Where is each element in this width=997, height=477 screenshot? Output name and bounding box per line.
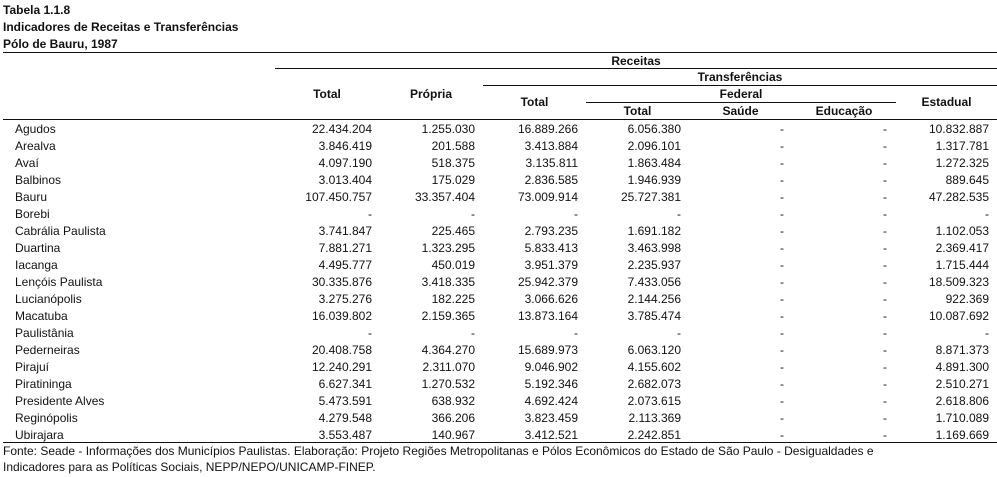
cell-estadual: 10.087.692 [928, 309, 989, 323]
cell-propria: 2.311.070 [422, 360, 475, 374]
cell-propria: 1.270.532 [421, 377, 475, 391]
cell-estadual: 2.510.271 [935, 377, 989, 391]
cell-saude: - [780, 360, 784, 374]
cell-educacao: - [883, 411, 887, 425]
cell-total: 6.627.341 [318, 377, 372, 391]
cell-educacao: - [883, 360, 887, 374]
cell-saude: - [780, 394, 784, 408]
cell-propria: 450.019 [431, 258, 475, 272]
cell-transf-total: 3.951.379 [524, 258, 578, 272]
table-row [0, 359, 997, 376]
cell-fed-total: 2.235.937 [627, 258, 681, 272]
cell-educacao: - [883, 428, 887, 442]
cell-saude: - [780, 139, 784, 153]
cell-estadual: 1.169.669 [935, 428, 989, 442]
table-row [0, 410, 997, 427]
cell-fed-total: 1.691.182 [627, 224, 681, 238]
cell-saude: - [780, 275, 784, 289]
cell-total: 3.846.419 [318, 139, 372, 153]
cell-fed-total: 2.073.615 [627, 394, 681, 408]
receitas-rule [275, 68, 997, 69]
table-row [0, 393, 997, 410]
cell-saude: - [780, 428, 784, 442]
cell-propria: 182.225 [431, 292, 475, 306]
cell-educacao: - [883, 156, 887, 170]
cell-educacao: - [883, 275, 887, 289]
municipality-name: Duartina [15, 241, 61, 255]
cell-transf-total: 16.889.266 [517, 122, 578, 136]
municipality-name: Reginópolis [15, 411, 78, 425]
table-row [0, 206, 997, 223]
cell-educacao: - [883, 190, 887, 204]
cell-fed-total: 6.063.120 [627, 343, 681, 357]
cell-educacao: - [883, 309, 887, 323]
header-total: Total [313, 87, 341, 101]
header-federal-total: Total [623, 104, 652, 118]
top-rule [3, 52, 997, 53]
header-educacao: Educação [815, 104, 873, 118]
cell-transf-total: 3.823.459 [524, 411, 578, 425]
municipality-name: Paulistânia [15, 326, 74, 340]
cell-propria: - [471, 207, 475, 221]
cell-propria: 366.206 [431, 411, 475, 425]
cell-fed-total: 2.682.073 [627, 377, 681, 391]
cell-transf-total: - [574, 326, 578, 340]
table-number: Tabela 1.1.8 [3, 3, 71, 17]
source-line-2: Indicadores para as Políticas Sociais, NEPP/NEPO/UNICAMP-FINEP. [3, 460, 376, 474]
cell-fed-total: 2.096.101 [627, 139, 681, 153]
municipality-name: Balbinos [15, 173, 62, 187]
cell-total: 20.408.758 [311, 343, 372, 357]
cell-fed-total: - [677, 207, 681, 221]
transferencias-rule [483, 85, 997, 86]
municipality-name: Pederneiras [15, 343, 80, 357]
cell-fed-total: 7.433.056 [627, 275, 681, 289]
cell-educacao: - [883, 292, 887, 306]
cell-educacao: - [883, 224, 887, 238]
cell-educacao: - [883, 258, 887, 272]
cell-fed-total: 3.785.474 [627, 309, 681, 323]
cell-propria: 2.159.365 [421, 309, 475, 323]
table-row [0, 121, 997, 138]
municipality-name: Lucianópolis [15, 292, 82, 306]
cell-fed-total: 2.242.851 [627, 428, 681, 442]
cell-educacao: - [883, 394, 887, 408]
table-row [0, 223, 997, 240]
cell-transf-total: 73.009.914 [517, 190, 578, 204]
source-line-1: Fonte: Seade - Informações dos Municípios Paulistas. Elaboração: Projeto Regiões Metropolitanas e Pólos Econômicos do Estado de São Paulo - Desigualdades e [3, 444, 874, 458]
federal-rule [586, 102, 896, 103]
table-row [0, 342, 997, 359]
cell-estadual: 889.645 [945, 173, 989, 187]
cell-fed-total: 2.113.369 [628, 411, 681, 425]
cell-estadual: 10.832.887 [928, 122, 989, 136]
cell-estadual: 1.715.444 [935, 258, 989, 272]
table-row [0, 189, 997, 206]
table-row [0, 257, 997, 274]
cell-educacao: - [883, 122, 887, 136]
cell-educacao: - [883, 139, 887, 153]
table-row [0, 274, 997, 291]
table-row [0, 376, 997, 393]
cell-total: 4.279.548 [318, 411, 372, 425]
cell-educacao: - [883, 207, 887, 221]
cell-total: 3.013.404 [318, 173, 372, 187]
cell-propria: 4.364.270 [421, 343, 475, 357]
municipality-name: Bauru [15, 190, 48, 204]
table-row [0, 240, 997, 257]
cell-total: 5.473.591 [318, 394, 372, 408]
cell-propria: - [471, 326, 475, 340]
cell-educacao: - [883, 343, 887, 357]
municipality-name: Cabrália Paulista [15, 224, 106, 238]
table-row [0, 308, 997, 325]
cell-estadual: 4.891.300 [935, 360, 989, 374]
municipality-name: Ubirajara [15, 428, 64, 442]
table-row [0, 138, 997, 155]
cell-total: 4.097.190 [318, 156, 372, 170]
table-subtitle: Pólo de Bauru, 1987 [3, 37, 118, 51]
cell-estadual: 18.509.323 [928, 275, 989, 289]
cell-fed-total: 4.155.602 [627, 360, 681, 374]
cell-total: 7.881.271 [318, 241, 372, 255]
cell-estadual: 922.369 [945, 292, 989, 306]
cell-transf-total: 3.135.811 [525, 156, 578, 170]
cell-estadual: 2.618.806 [935, 394, 989, 408]
cell-saude: - [780, 207, 784, 221]
cell-saude: - [780, 309, 784, 323]
cell-saude: - [780, 326, 784, 340]
municipality-name: Presidente Alves [15, 394, 105, 408]
municipality-name: Avaí [15, 156, 39, 170]
cell-fed-total: 2.144.256 [627, 292, 681, 306]
municipality-name: Pirajuí [15, 360, 50, 374]
source-note [3, 443, 978, 475]
header-saude: Saúde [722, 104, 759, 118]
cell-educacao: - [883, 241, 887, 255]
municipality-name: Piratininga [15, 377, 72, 391]
cell-transf-total: 13.873.164 [517, 309, 578, 323]
cell-transf-total: 9.046.902 [524, 360, 578, 374]
cell-propria: 3.418.335 [421, 275, 475, 289]
cell-saude: - [780, 241, 784, 255]
cell-fed-total: 1.946.939 [627, 173, 681, 187]
cell-transf-total: 2.836.585 [524, 173, 578, 187]
cell-total: - [368, 326, 372, 340]
cell-estadual: 1.317.781 [935, 139, 989, 153]
cell-estadual: - [985, 326, 989, 340]
cell-transf-total: 5.833.413 [524, 241, 578, 255]
header-bottom-rule [3, 119, 997, 120]
table-title: Indicadores de Receitas e Transferências [3, 20, 239, 34]
cell-propria: 175.029 [431, 173, 475, 187]
cell-total: 3.741.847 [318, 224, 372, 238]
cell-fed-total: 6.056.380 [627, 122, 681, 136]
header-estadual: Estadual [921, 95, 972, 109]
municipality-name: Iacanga [15, 258, 58, 272]
table-body [0, 121, 997, 444]
cell-fed-total: 1.863.484 [627, 156, 681, 170]
table-row [0, 172, 997, 189]
cell-transf-total: 2.793.235 [524, 224, 578, 238]
table-row [0, 291, 997, 308]
cell-propria: 201.588 [431, 139, 475, 153]
table-title-block [3, 2, 238, 53]
cell-fed-total: 3.463.998 [627, 241, 681, 255]
cell-saude: - [780, 411, 784, 425]
cell-estadual: 1.272.325 [935, 156, 989, 170]
table-row [0, 325, 997, 342]
cell-propria: 140.967 [431, 428, 475, 442]
cell-transf-total: - [574, 207, 578, 221]
cell-educacao: - [883, 326, 887, 340]
cell-transf-total: 4.692.424 [524, 394, 578, 408]
municipality-name: Borebi [15, 207, 50, 221]
cell-transf-total: 3.413.884 [524, 139, 578, 153]
cell-total: 22.434.204 [311, 122, 372, 136]
cell-propria: 225.465 [431, 224, 475, 238]
table-row [0, 155, 997, 172]
cell-total: 12.240.291 [311, 360, 372, 374]
cell-saude: - [780, 173, 784, 187]
cell-educacao: - [883, 377, 887, 391]
cell-propria: 518.375 [431, 156, 475, 170]
header-federal: Federal [719, 87, 763, 101]
cell-propria: 638.932 [431, 394, 475, 408]
cell-transf-total: 5.192.346 [524, 377, 578, 391]
cell-total: - [368, 207, 372, 221]
cell-saude: - [780, 377, 784, 391]
cell-saude: - [780, 156, 784, 170]
municipality-name: Lençóis Paulista [15, 275, 103, 289]
cell-saude: - [780, 224, 784, 238]
cell-total: 107.450.757 [305, 190, 372, 204]
cell-total: 16.039.802 [311, 309, 372, 323]
cell-estadual: 1.710.089 [935, 411, 989, 425]
header-propria: Própria [409, 87, 452, 101]
municipality-name: Agudos [15, 122, 56, 136]
cell-estadual: 1.102.053 [935, 224, 989, 238]
cell-estadual: 47.282.535 [928, 190, 989, 204]
cell-saude: - [780, 122, 784, 136]
cell-propria: 33.357.404 [414, 190, 475, 204]
header-transferencias-total: Total [520, 95, 549, 109]
cell-total: 3.275.276 [318, 292, 372, 306]
cell-estadual: 2.369.417 [935, 241, 989, 255]
cell-saude: - [780, 292, 784, 306]
cell-estadual: - [985, 207, 989, 221]
header-receitas: Receitas [611, 54, 661, 68]
cell-propria: 1.255.030 [421, 122, 475, 136]
cell-saude: - [780, 190, 784, 204]
cell-transf-total: 3.066.626 [524, 292, 578, 306]
cell-estadual: 8.871.373 [935, 343, 989, 357]
cell-fed-total: - [677, 326, 681, 340]
cell-fed-total: 25.727.381 [620, 190, 681, 204]
cell-total: 4.495.777 [318, 258, 372, 272]
cell-saude: - [780, 343, 784, 357]
cell-propria: 1.323.295 [421, 241, 475, 255]
cell-total: 3.553.487 [318, 428, 372, 442]
cell-transf-total: 15.689.973 [517, 343, 578, 357]
header-transferencias: Transferências [697, 70, 783, 84]
cell-transf-total: 25.942.379 [517, 275, 578, 289]
cell-transf-total: 3.412.521 [524, 428, 578, 442]
cell-educacao: - [883, 173, 887, 187]
municipality-name: Macatuba [15, 309, 68, 323]
cell-saude: - [780, 258, 784, 272]
cell-total: 30.335.876 [311, 275, 372, 289]
municipality-name: Arealva [15, 139, 56, 153]
